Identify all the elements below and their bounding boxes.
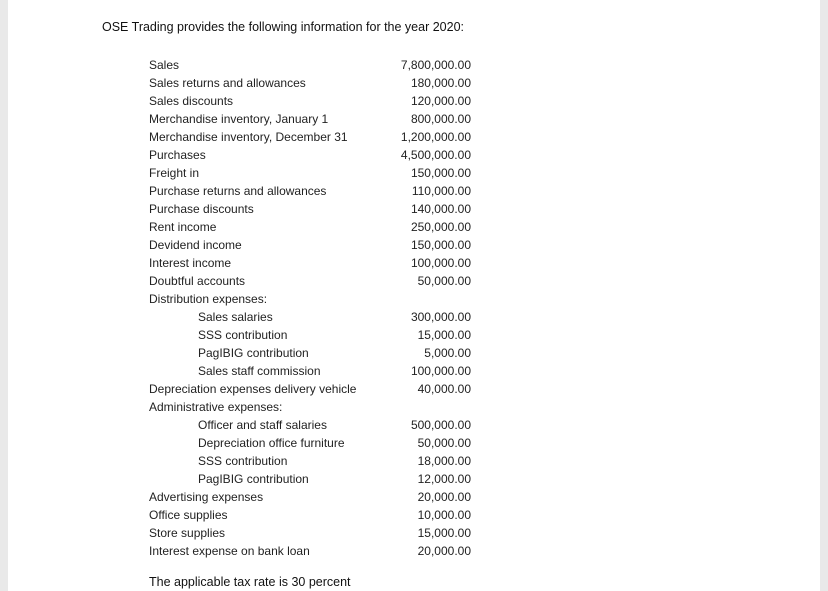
- line-item-amount: 18,000.00: [417, 454, 471, 468]
- line-item-label: Sales: [149, 58, 180, 72]
- line-item-label: Sales returns and allowances: [149, 76, 306, 90]
- line-item-amount: 12,000.00: [417, 472, 471, 486]
- line-item-row: [149, 272, 471, 290]
- line-item-amount: 140,000.00: [410, 202, 471, 216]
- line-item-amount: 7,800,000.00: [400, 58, 471, 72]
- line-item-label: Purchase discounts: [149, 202, 254, 216]
- line-item-label: PagIBIG contribution: [198, 472, 309, 486]
- line-item-label: Purchase returns and allowances: [149, 184, 327, 198]
- line-item-amount: 40,000.00: [417, 382, 471, 396]
- line-item-label: PagIBIG contribution: [198, 346, 309, 360]
- line-item-amount: 500,000.00: [410, 418, 471, 432]
- line-item-amount: 4,500,000.00: [400, 148, 471, 162]
- line-item-row: [149, 398, 471, 416]
- line-item-label: Freight in: [149, 166, 200, 180]
- line-item-amount: 50,000.00: [417, 274, 471, 288]
- line-item-label: Store supplies: [149, 526, 226, 540]
- line-item-amount: 10,000.00: [417, 508, 471, 522]
- line-item-row: [149, 452, 471, 470]
- line-item-label: SSS contribution: [198, 328, 288, 342]
- line-item-amount: 15,000.00: [417, 526, 471, 540]
- line-item-label: Merchandise inventory, January 1: [149, 112, 329, 126]
- line-item-label: Sales salaries: [198, 310, 273, 324]
- line-item-amount: 180,000.00: [410, 76, 471, 90]
- line-item-row: [149, 524, 471, 542]
- line-item-row: [149, 434, 471, 452]
- line-item-label: Depreciation expenses delivery vehicle: [149, 382, 357, 396]
- line-item-amount: 1,200,000.00: [400, 130, 471, 144]
- line-item-row: [149, 182, 471, 200]
- line-item-row: [149, 236, 471, 254]
- line-item-row: [149, 56, 471, 74]
- line-item-label: Office supplies: [149, 508, 228, 522]
- line-item-label: Doubtful accounts: [149, 274, 246, 288]
- line-item-label: Advertising expenses: [149, 490, 264, 504]
- line-item-amount: 5,000.00: [424, 346, 471, 360]
- line-item-row: [149, 488, 471, 506]
- document-heading: OSE Trading provides the following information for the year 2020:: [102, 20, 465, 34]
- line-item-amount: 15,000.00: [417, 328, 471, 342]
- line-item-row: [149, 326, 471, 344]
- line-item-row: [149, 110, 471, 128]
- line-item-label: Rent income: [149, 220, 217, 234]
- line-item-amount: 150,000.00: [410, 238, 471, 252]
- line-item-row: [149, 92, 471, 110]
- line-item-amount: 110,000.00: [411, 184, 471, 198]
- line-item-row: [149, 362, 471, 380]
- line-item-label: Depreciation office furniture: [198, 436, 345, 450]
- line-item-row: [149, 254, 471, 272]
- line-item-label: Interest expense on bank loan: [149, 544, 310, 558]
- line-item-amount: 100,000.00: [410, 256, 471, 270]
- line-item-amount: 20,000.00: [417, 490, 471, 504]
- line-item-amount: 250,000.00: [410, 220, 471, 234]
- tax-rate-note: The applicable tax rate is 30 percent: [149, 575, 351, 589]
- line-item-label: Purchases: [149, 148, 206, 162]
- line-item-amount: 20,000.00: [417, 544, 471, 558]
- line-item-amount: 300,000.00: [410, 310, 471, 324]
- line-item-label: Devidend income: [149, 238, 242, 252]
- line-item-label: Officer and staff salaries: [198, 418, 327, 432]
- line-item-row: [149, 200, 471, 218]
- line-item-row: [149, 416, 471, 434]
- line-item-row: [149, 380, 471, 398]
- line-item-row: [149, 128, 471, 146]
- line-item-row: [149, 290, 471, 308]
- line-item-row: [149, 308, 471, 326]
- line-item-label: Merchandise inventory, December 31: [149, 130, 348, 144]
- line-item-row: [149, 146, 471, 164]
- line-item-label: Administrative expenses:: [149, 400, 283, 414]
- line-item-amount: 100,000.00: [410, 364, 471, 378]
- line-item-label: SSS contribution: [198, 454, 288, 468]
- line-item-row: [149, 344, 471, 362]
- line-item-row: [149, 164, 471, 182]
- line-item-label: Sales discounts: [149, 94, 234, 108]
- line-item-label: Sales staff commission: [198, 364, 321, 378]
- line-item-amount: 800,000.00: [410, 112, 471, 126]
- line-item-row: [149, 470, 471, 488]
- line-item-amount: 120,000.00: [410, 94, 471, 108]
- line-item-row: [149, 506, 471, 524]
- line-item-row: [149, 74, 471, 92]
- line-item-label: Distribution expenses:: [149, 292, 268, 306]
- line-item-amount: 150,000.00: [410, 166, 471, 180]
- line-item-row: [149, 218, 471, 236]
- line-item-row: [149, 542, 471, 560]
- line-item-label: Interest income: [149, 256, 232, 270]
- line-item-amount: 50,000.00: [417, 436, 471, 450]
